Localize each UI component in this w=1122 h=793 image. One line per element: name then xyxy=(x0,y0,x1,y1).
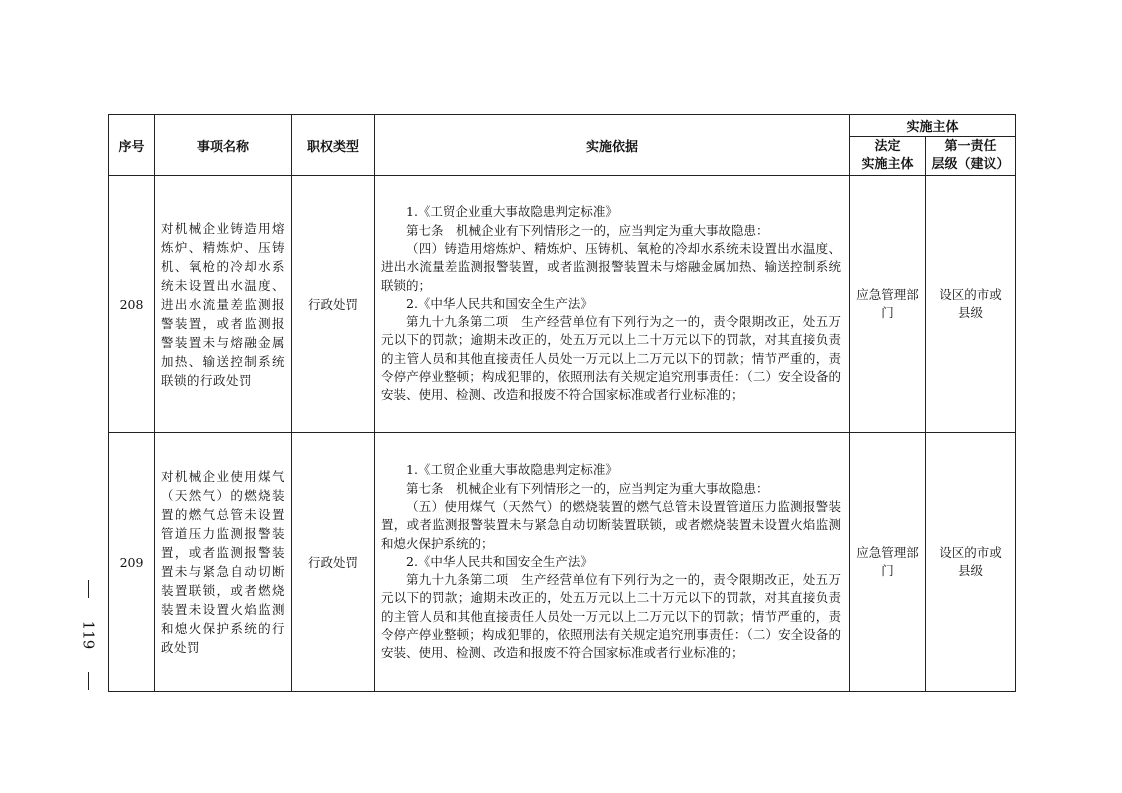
header-power-type: 职权类型 xyxy=(292,115,375,176)
row-power-type: 行政处罚 xyxy=(292,176,375,433)
legal-subject-text: 应急管理部门 xyxy=(856,287,919,320)
table-row xyxy=(109,176,1016,433)
basis-line: 第九十九条第二项 生产经营单位有下列行为之一的，责令限期改正，处五万元以下的罚款；逾期未改正的，处五万元以上二十万元以下的罚款，对其直接负责的主管人员和其他直接责任人员处一万元以上二万元以下的罚款；情节严重的，责令停产停业整顿；构成犯罪的，依照刑法有关规定追究刑事责任：（二）安全设备的安装、使用、检测、改造和报废不符合国家标准或者行业标准的； xyxy=(381,314,841,403)
row-responsibility-level xyxy=(926,176,1016,433)
header-responsibility-level xyxy=(926,137,1016,176)
enforcement-items-table xyxy=(108,114,1016,692)
header-item-name: 事项名称 xyxy=(155,115,292,176)
header-legal-subject-line2: 实施主体 xyxy=(861,157,914,172)
row-legal-subject xyxy=(850,433,926,692)
basis-line: 2.《中华人民共和国安全生产法》 xyxy=(406,553,593,569)
header-level-line1: 第一责任 xyxy=(944,139,997,154)
header-legal-subject xyxy=(850,137,926,176)
table-row xyxy=(109,433,1016,692)
page-number-dash-bottom xyxy=(88,672,89,690)
row-item-name: 对机械企业铸造用熔炼炉、精炼炉、压铸机、氧枪的冷却水系统未设置出水温度、进出水流量差监测报警装置，或者监测报警装置未与熔融金属加热、输送控制系统联锁的行政处罚 xyxy=(155,176,292,433)
page-number-text: 119 xyxy=(79,620,98,650)
header-level-line2: 层级（建议） xyxy=(931,157,1010,172)
basis-line: 2.《中华人民共和国安全生产法》 xyxy=(406,295,593,311)
basis-line: 第七条 机械企业有下列情形之一的，应当判定为重大事故隐患： xyxy=(406,222,769,238)
row-power-type: 行政处罚 xyxy=(292,433,375,692)
row-basis xyxy=(375,433,850,692)
basis-line: 第七条 机械企业有下列情形之一的，应当判定为重大事故隐患： xyxy=(406,480,769,496)
legal-subject-text: 应急管理部门 xyxy=(856,545,919,578)
row-basis xyxy=(375,176,850,433)
header-legal-subject-line1: 法定 xyxy=(874,139,901,154)
level-text: 设区的市或县级 xyxy=(939,545,1002,578)
basis-line: 1.《工贸企业重大事故隐患判定标准》 xyxy=(406,462,618,478)
row-legal-subject xyxy=(850,176,926,433)
header-basis: 实施依据 xyxy=(375,115,850,176)
row-seq: 208 xyxy=(109,176,155,433)
basis-line: 1.《工贸企业重大事故隐患判定标准》 xyxy=(406,204,618,220)
basis-line: 第九十九条第二项 生产经营单位有下列行为之一的，责令限期改正，处五万元以下的罚款；逾期未改正的，处五万元以上二十万元以下的罚款，对其直接负责的主管人员和其他直接责任人员处一万元以上二万元以下的罚款；情节严重的，责令停产停业整顿；构成犯罪的，依照刑法有关规定追究刑事责任：（二）安全设备的安装、使用、检测、改造和报废不符合国家标准或者行业标准的； xyxy=(381,572,841,661)
basis-line: （五）使用煤气（天然气）的燃烧装置的燃气总管未设置管道压力监测报警装置，或者监测报警装置未与紧急自动切断装置联锁，或者燃烧装置未设置火焰监测和熄火保护系统的； xyxy=(381,498,841,551)
page-number-dash-top xyxy=(88,580,89,598)
row-seq: 209 xyxy=(109,433,155,692)
row-item-name: 对机械企业使用煤气（天然气）的燃烧装置的燃气总管未设置管道压力监测报警装置，或者监测报警装置未与紧急自动切断装置联锁，或者燃烧装置未设置火焰监测和熄火保护系统的行政处罚 xyxy=(155,433,292,692)
basis-line: （四）铸造用熔炼炉、精炼炉、压铸机、氧枪的冷却水系统未设置出水温度、进出水流量差监测报警装置，或者监测报警装置未与熔融金属加热、输送控制系统联锁的； xyxy=(381,240,841,293)
row-responsibility-level xyxy=(926,433,1016,692)
page-number xyxy=(78,580,98,690)
header-subject: 实施主体 xyxy=(850,115,1016,137)
level-text: 设区的市或县级 xyxy=(939,287,1002,320)
header-seq: 序号 xyxy=(109,115,155,176)
